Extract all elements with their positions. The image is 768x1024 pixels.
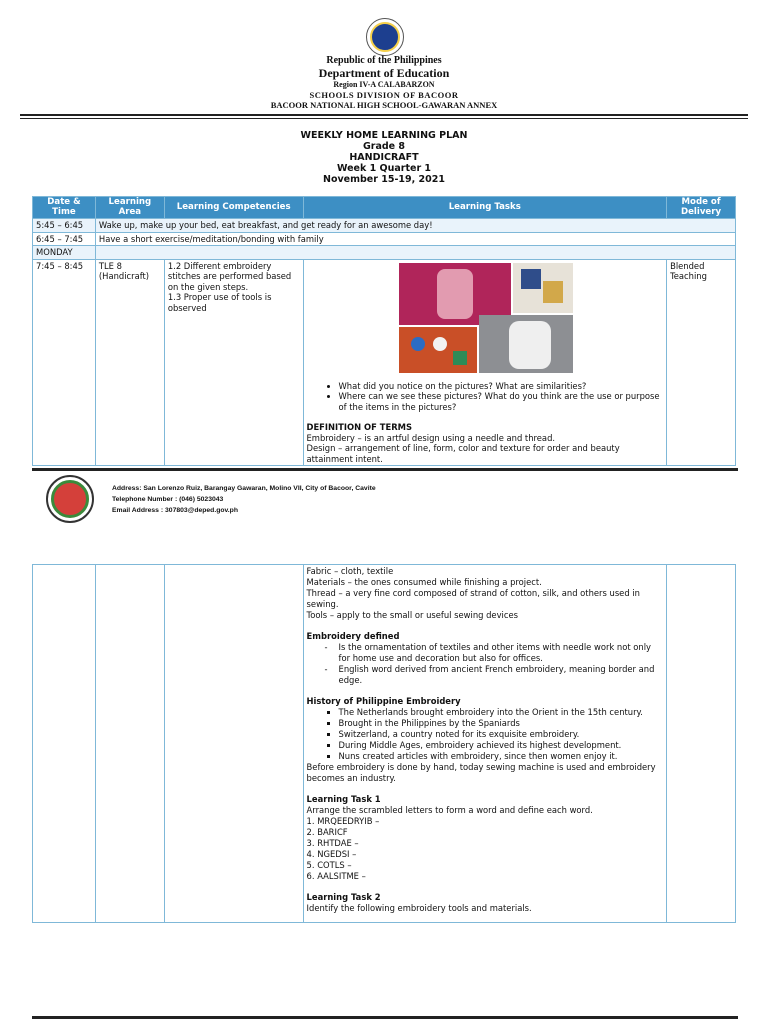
division-line: SCHOOLS DIVISION OF BACOOR [309, 90, 459, 100]
question-item: • What did you notice on the pictures? What are similarities? [339, 381, 664, 392]
task1-item: 3. RHTDAE – [306, 838, 359, 848]
continued-competencies [164, 565, 303, 923]
task1-heading: Learning Task 1 [306, 794, 381, 804]
definition-item: Embroidery – is an artful design using a needle and thread. [306, 432, 556, 443]
row-activity: Have a short exercise/meditation/bonding with family [95, 232, 735, 246]
main-mode: Blended Teaching [667, 259, 736, 466]
embroidery-point: - English word derived from ancient French embroidery, meaning border and edge. [339, 664, 664, 686]
continued-area [95, 565, 164, 923]
task1-instruction: Arrange the scrambled letters to form a word and define each word. [306, 805, 593, 815]
header-competencies: Learning Competencies [164, 197, 303, 219]
history-note: Before embroidery is done by hand, today sewing machine is used and embroidery becomes an industry. [306, 762, 656, 783]
department-line: Department of Education [318, 66, 450, 80]
definition-item: Materials – the ones consumed while finishing a project. [306, 577, 542, 587]
definition-item: Design – arrangement of line, form, color and texture for order and beauty attainment intent. [306, 443, 620, 464]
history-point: ▪ The Netherlands brought embroidery into the Orient in the 15th century. [339, 707, 664, 718]
plan-dates: November 15-19, 2021 [323, 174, 445, 185]
row-time: 5:45 – 6:45 [33, 219, 96, 233]
plan-title: WEEKLY HOME LEARNING PLAN [300, 130, 468, 141]
main-tasks [303, 259, 667, 466]
task2-instruction: Identify the following embroidery tools and materials. [306, 903, 532, 913]
task1-item: 4. NGEDSI – [306, 849, 357, 859]
definition-item: Fabric – cloth, textile [306, 566, 394, 576]
history-point: ▪ Nuns created articles with embroidery, since then women enjoy it. [339, 751, 664, 762]
learning-plan-table-continued [32, 564, 736, 923]
header-rule-thin [20, 118, 748, 119]
school-line: BACOOR NATIONAL HIGH SCHOOL-GAWARAN ANNEX [270, 100, 498, 110]
task1-item: 1. MRQEEDRYIB – [306, 816, 380, 826]
task1-item: 6. AALSITME – [306, 871, 366, 881]
main-time: 7:45 – 8:45 [33, 259, 96, 466]
embroidery-point: - Is the ornamentation of textiles and other items with needle work not only for home use and decoration but also for offices. [339, 642, 664, 664]
header-mode-of-delivery: Mode of Delivery [667, 197, 736, 219]
question-item: • Where can we see these pictures? What do you think are the use or purpose of the items in the pictures? [339, 391, 664, 412]
plan-week: Week 1 Quarter 1 [336, 163, 432, 174]
history-point: ▪ Brought in the Philippines by the Spaniards [339, 718, 664, 729]
row-activity: Wake up, make up your bed, eat breakfast, and get ready for an awesome day! [95, 219, 735, 233]
patchwork-photo [513, 263, 573, 313]
footer-rule [32, 468, 738, 471]
school-logo [46, 475, 94, 523]
main-area: TLE 8 (Handicraft) [95, 259, 164, 466]
task1-item: 5. COTLS – [306, 860, 352, 870]
plan-grade: Grade 8 [362, 141, 406, 152]
embroidery-collage [399, 263, 579, 373]
row-time: 6:45 – 7:45 [33, 232, 96, 246]
row-day: MONDAY [33, 246, 96, 260]
deped-seal [366, 18, 404, 56]
competency-1: 1.2 Different embroidery stitches are performed based on the given steps. [167, 260, 292, 292]
table-row [33, 219, 736, 233]
embroidery-defined-heading: Embroidery defined [306, 631, 400, 641]
table-row-continued [33, 565, 736, 923]
badges-photo [399, 327, 477, 373]
header-learning-tasks: Learning Tasks [303, 197, 667, 219]
table-row [33, 246, 736, 260]
footer-email: Email Address : 307803@deped.gov.ph [112, 507, 238, 514]
definition-item: Tools – apply to the small or useful sewing devices [306, 610, 518, 620]
table-row [33, 232, 736, 246]
footer-address: Address: San Lorenzo Ruiz, Barangay Gawaran, Molino VII, City of Bacoor, Cavite [112, 485, 376, 492]
definition-heading: DEFINITION OF TERMS [306, 422, 413, 432]
republic-line: Republic of the Philippines [326, 55, 442, 66]
task2-heading: Learning Task 2 [306, 892, 381, 902]
main-competencies [164, 259, 303, 466]
footer-telephone: Telephone Number : (046) 5023043 [112, 496, 224, 503]
task1-item: 2. BARICF [306, 827, 348, 837]
competency-2: 1.3 Proper use of tools is observed [167, 292, 272, 313]
history-point: ▪ Switzerland, a country noted for its exquisite embroidery. [339, 729, 664, 740]
row-activity [95, 246, 735, 260]
footer-rule-page2 [32, 1016, 738, 1019]
history-point: ▪ During Middle Ages, embroidery achieved its highest development. [339, 740, 664, 751]
continued-tasks [303, 565, 667, 923]
learning-plan-table [32, 196, 736, 466]
header-rule [20, 114, 748, 116]
plan-subject: HANDICRAFT [349, 152, 419, 163]
definition-item: Thread – a very fine cord composed of strand of cotton, silk, and others used in sewing. [306, 588, 640, 609]
questions-list [307, 381, 664, 413]
continued-time [33, 565, 96, 923]
history-list [307, 707, 664, 762]
embroidery-defined-list [307, 642, 664, 686]
history-heading: History of Philippine Embroidery [306, 696, 461, 706]
table-row-main [33, 259, 736, 466]
header-learning-area: Learning Area [95, 197, 164, 219]
continued-mode [667, 565, 736, 923]
region-line: Region IV-A CALABARZON [333, 80, 435, 89]
lace-garment-photo [479, 315, 573, 373]
header-date-time: Date & Time [33, 197, 96, 219]
